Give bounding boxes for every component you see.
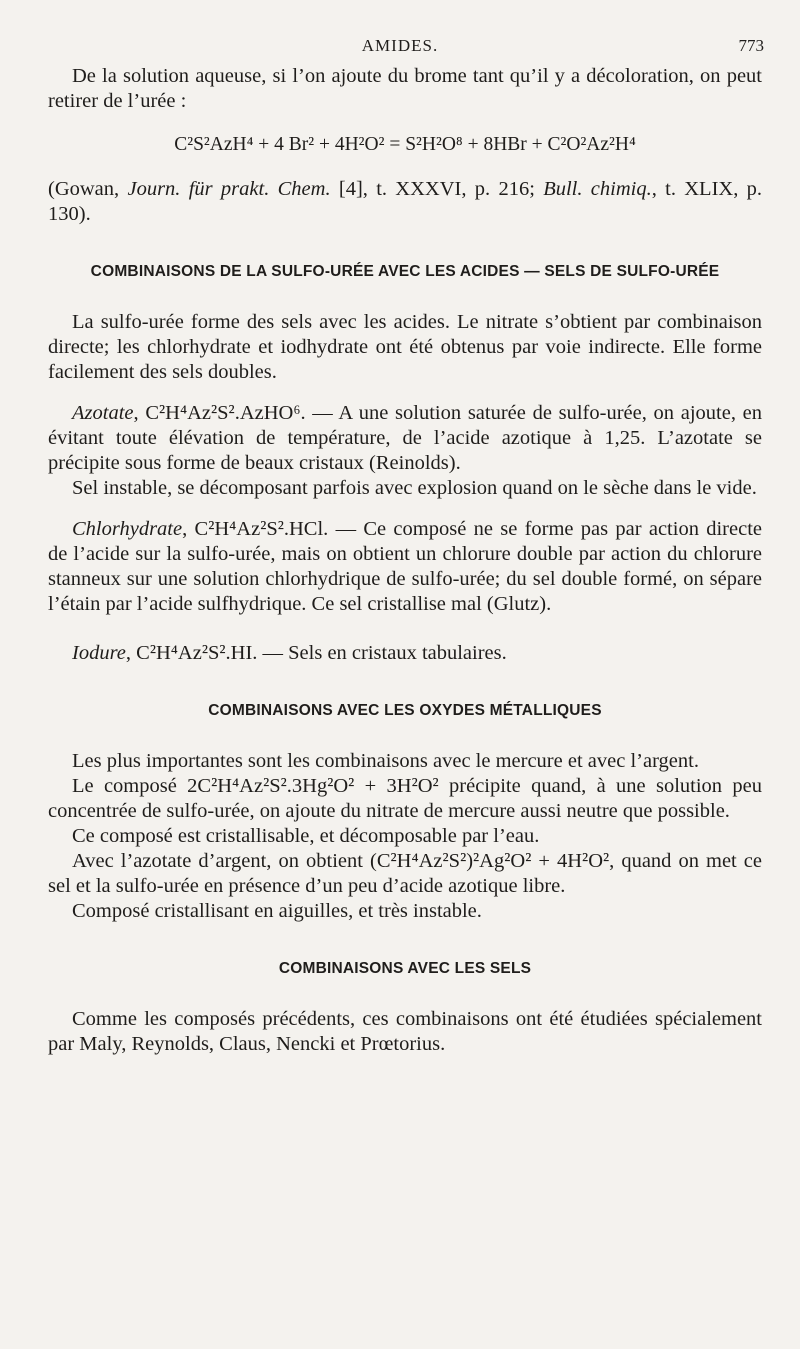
- section-heading-oxides: COMBINAISONS AVEC LES OXYDES MÉTALLIQUES: [208, 702, 602, 719]
- azotate-paragraph: [48, 401, 762, 476]
- iodure-name: Iodure: [72, 642, 126, 664]
- oxides-paragraph-4: Avec l’azotate d’argent, on obtient (C²H⁴Az²S²)²Ag²O² + 4H²O², quand on met ce sel et la sulfo-urée en présence d’un peu d’acide azotique libre.: [48, 850, 762, 897]
- bromine-reaction-formula: C²S²AzH⁴ + 4 Br² + 4H²O² = S²H²O⁸ + 8HBr + C²O²Az²H⁴: [174, 134, 636, 155]
- oxides-paragraph-5: Composé cristallisant en aiguilles, et très instable.: [72, 900, 482, 922]
- iodure-text: — Sels en cristaux tabulaires.: [257, 642, 507, 664]
- chlorhydrate-paragraph: [48, 517, 762, 617]
- chlorhydrate-text: — Ce composé ne se forme pas par action directe de l’acide sur la sulfo-urée, mais on obtient un chlorure double par action du chlorure stanneux sur une solution chlorhydrique de sulfo-urée; du sel double formé, on sépare l’étain par l’acide sulfhydrique. Ce sel cristallise mal (Glutz).: [48, 518, 762, 615]
- page-number: 773: [738, 36, 764, 55]
- running-title: AMIDES.: [361, 36, 439, 55]
- azotate-name: Azotate: [72, 402, 134, 424]
- iodure-paragraph: [48, 641, 762, 666]
- chlorhydrate-formula: , C²H⁴Az²S².HCl.: [182, 518, 329, 540]
- iodure-formula: , C²H⁴Az²S².HI.: [125, 642, 258, 664]
- acids-intro-paragraph: La sulfo-urée forme des sels avec les acides. Le nitrate s’obtient par combinaison directe; les chlorhydrate et iodhydrate ont été obtenus par voie indirecte. Elle forme facilement des sels doubles.: [48, 311, 762, 383]
- azotate-formula: , C²H⁴Az²S².AzHO⁶.: [133, 402, 306, 424]
- section-heading-salts: COMBINAISONS AVEC LES SELS: [278, 960, 532, 977]
- azotate-note-paragraph: Sel instable, se décomposant parfois avec explosion quand on le sèche dans le vide.: [72, 477, 757, 499]
- salts-paragraph: Comme les composés précédents, ces combinaisons ont été étudiées spécialement par Maly, Reynolds, Claus, Nencki et Prœtorius.: [48, 1008, 762, 1055]
- page-body: [48, 64, 762, 1057]
- reference-journal: Journ. für prakt. Chem.: [127, 178, 331, 200]
- reference-end: , t. XLIX, p. 130).: [48, 178, 762, 225]
- reference-bulletin: Bull. chimiq.: [543, 178, 652, 200]
- reference-mid: [4], t. XXXVI, p. 216;: [330, 178, 544, 200]
- azotate-text: — A une solution saturée de sulfo-urée, on ajoute, en évitant toute élévation de température, de l’acide azotique à 1,25. L’azotate se précipite sous forme de beaux cristaux (Reinolds).: [48, 402, 763, 474]
- running-header: [0, 36, 800, 58]
- section-heading-acids: COMBINAISONS DE LA SULFO-URÉE AVEC LES ACIDES — SELS DE SULFO-URÉE: [90, 263, 720, 280]
- oxides-paragraph-2: Le composé 2C²H⁴Az²S².3Hg²O² + 3H²O² précipite quand, à une solution peu concentrée de sulfo-urée, on ajoute du nitrate de mercure aussi neutre que possible.: [48, 775, 762, 822]
- intro-paragraph: De la solution aqueuse, si l’on ajoute du brome tant qu’il y a décoloration, on peut retirer de l’urée :: [48, 65, 762, 112]
- chlorhydrate-name: Chlorhydrate: [72, 518, 183, 540]
- oxides-paragraph-3: Ce composé est cristallisable, et décomposable par l’eau.: [72, 825, 540, 847]
- reference-paragraph: [48, 177, 762, 227]
- reference-open: (Gowan,: [48, 178, 128, 200]
- oxides-paragraph-1: Les plus importantes sont les combinaisons avec le mercure et avec l’argent.: [72, 750, 699, 772]
